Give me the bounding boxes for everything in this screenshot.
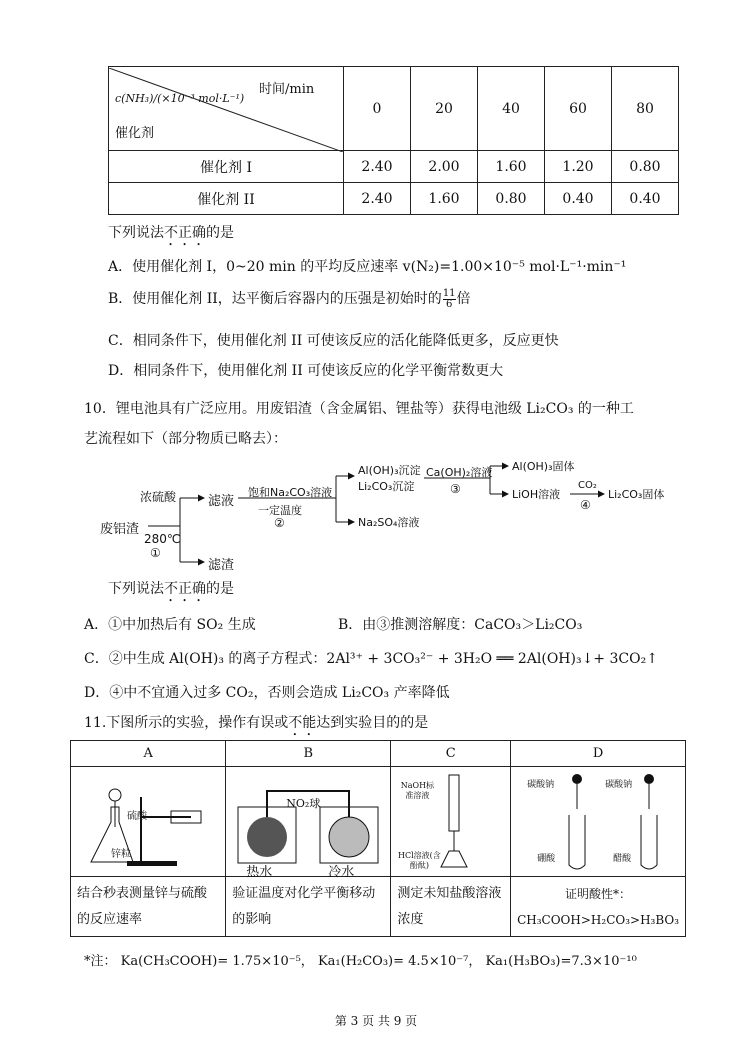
apparatus-d	[511, 767, 686, 877]
table-cell: 0.80	[612, 151, 679, 183]
time-header: 80	[612, 67, 679, 151]
time-header: 60	[545, 67, 612, 151]
table-cell: 0.80	[478, 183, 545, 215]
q10-line1: 10．锂电池具有广泛应用。用废铝渣（含金属铝、锂盐等）获得电池级 Li₂CO₃ 的一种工	[84, 401, 634, 417]
flow-li2co3-solid: Li₂CO₃固体	[608, 488, 665, 501]
table-cell: 2.40	[344, 151, 411, 183]
flow-step2: ②	[274, 516, 285, 530]
col-letter: B	[226, 741, 391, 767]
apparatus-label: 硫酸	[127, 811, 147, 822]
flow-filtrate: 滤液	[208, 494, 235, 509]
flow-residue: 滤渣	[208, 558, 235, 573]
apparatus-a	[71, 767, 226, 877]
col-letter: A	[71, 741, 226, 767]
apparatus-label: 碳酸钠	[605, 780, 633, 790]
apparatus-c	[391, 767, 511, 877]
table-cell: 0.40	[545, 183, 612, 215]
table-cell: 2.00	[411, 151, 478, 183]
q10-option-c: C．②中生成 Al(OH)₃ 的离子方程式：2Al³⁺ + 3CO₃²⁻ + 3H₂O ══ 2Al(OH)₃↓+ 3CO₂↑	[84, 651, 658, 667]
apparatus-label: 醋酸	[613, 854, 632, 864]
flow-acid: 浓硫酸	[140, 490, 177, 504]
flask-apparatus-icon	[71, 767, 227, 877]
apparatus-b	[226, 767, 391, 880]
page-footer: 第 3 页 共 9 页	[334, 1014, 418, 1028]
table-cell: 1.60	[478, 151, 545, 183]
q9-option-a: A．使用催化剂 I，0~20 min 的平均反应速率 v(N₂)=1.00×10⁻⁵ mol·L⁻¹·min⁻¹	[108, 259, 627, 275]
experiment-table	[70, 740, 686, 937]
q10-option-b: B．由③推测溶解度：CaCO₃＞Li₂CO₃	[338, 617, 583, 633]
flow-lioh: LiOH溶液	[512, 488, 561, 501]
apparatus-label: 热水	[246, 865, 273, 880]
col-letter: C	[391, 741, 511, 767]
table-row	[109, 151, 679, 183]
flow-start: 废铝渣	[100, 522, 140, 537]
flow-step1: ①	[150, 546, 161, 560]
emphasis-text: 不能	[288, 715, 317, 731]
time-header: 40	[478, 67, 545, 151]
time-header: 20	[411, 67, 478, 151]
table-cell: 0.40	[612, 183, 679, 215]
q10-option-d: D．④中不宜通入过多 CO₂，否则会造成 Li₂CO₃ 产率降低	[84, 685, 450, 701]
desc-d: 证明酸性*： CH₃COOH>H₂CO₃>H₃BO₃	[511, 877, 686, 937]
apparatus-label: NO₂球	[286, 797, 321, 810]
catalyst-name: 催化剂 II	[109, 183, 344, 215]
diagonal-header-cell	[109, 67, 344, 151]
ka-note: *注： Ka(CH₃COOH)= 1.75×10⁻⁵， Ka₁(H₂CO₃)= 4.5×10⁻⁷， Ka₁(H₃BO₃)=7.3×10⁻¹⁰	[84, 954, 637, 969]
emphasis-text: 不正确	[164, 581, 206, 597]
process-flow-diagram	[100, 458, 700, 573]
fraction: $\frac{11}{6}$	[442, 287, 456, 310]
flow-precip2: Li₂CO₃沉淀	[358, 480, 415, 493]
flow-cond2: 一定温度	[258, 504, 302, 517]
flow-aloh3-solid: Al(OH)₃固体	[512, 460, 575, 473]
desc-c: 测定未知盐酸溶液浓度	[391, 877, 511, 937]
header-time-label: 时间/min	[259, 81, 315, 97]
q9-option-c: C．相同条件下，使用催化剂 II 可使该反应的活化能降低更多，反应更快	[108, 333, 559, 349]
desc-a: 结合秒表测量锌与硫酸的反应速率	[71, 877, 226, 937]
apparatus-label: 碳酸钠	[527, 780, 555, 790]
flow-step3: ③	[450, 482, 461, 496]
header-cat-label: 催化剂	[115, 125, 155, 141]
q9-option-b: B．使用催化剂 II，达平衡后容器内的压强是初始时的 $\frac{11}{6}$ 倍	[108, 287, 471, 310]
apparatus-label: 冷水	[328, 865, 355, 880]
flow-co2: CO₂	[578, 480, 597, 491]
q10-option-a: A．①中加热后有 SO₂ 生成	[84, 617, 256, 633]
flow-precip: Al(OH)₃沉淀	[358, 464, 421, 477]
catalyst-name: 催化剂 I	[109, 151, 344, 183]
q10-prompt: 下列说法不正确的是	[108, 581, 234, 597]
emphasis-text: 不正确	[164, 225, 206, 241]
apparatus-label: 硼酸	[537, 854, 556, 864]
desc-b: 验证温度对化学平衡移动的影响	[226, 877, 391, 937]
header-conc-label: c(NH₃)/(×10⁻³ mol·L⁻¹)	[115, 91, 245, 105]
table-cell: 1.20	[545, 151, 612, 183]
flow-na2so4: Na₂SO₄溶液	[358, 516, 420, 529]
flow-reagent3: Ca(OH)₂溶液	[426, 466, 493, 479]
apparatus-label: NaOH标准溶液	[400, 781, 435, 800]
q9-option-d: D．相同条件下，使用催化剂 II 可使该反应的化学平衡常数更大	[108, 363, 504, 379]
flow-reagent2: 饱和Na₂CO₃溶液	[248, 486, 333, 499]
table-cell: 2.40	[344, 183, 411, 215]
q9-prompt: 下列说法不正确的是	[108, 225, 234, 241]
flow-temp: 280℃	[144, 532, 181, 546]
q10-line2: 艺流程如下（部分物质已略去）：	[84, 431, 287, 447]
time-header: 0	[344, 67, 411, 151]
table-cell: 1.60	[411, 183, 478, 215]
table-row	[109, 183, 679, 215]
apparatus-label: HCl溶液(含酚酞)	[398, 851, 441, 870]
apparatus-label: 锌粒	[111, 849, 131, 860]
rate-data-table	[108, 66, 679, 215]
col-letter: D	[511, 741, 686, 767]
q11-prompt: 11.下图所示的实验，操作有误或不能达到实验目的的是	[84, 715, 429, 731]
flow-step4: ④	[580, 498, 591, 512]
